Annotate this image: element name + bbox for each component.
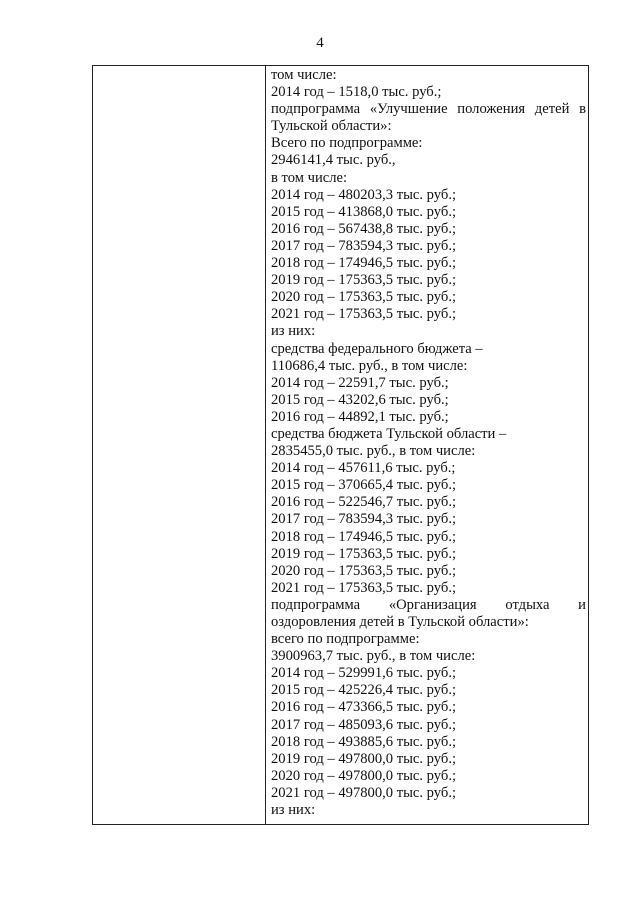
table-line: 2835455,0 тыс. руб., в том числе: — [271, 443, 476, 460]
table-line: 2017 год – 485093,6 тыс. руб.; — [271, 716, 457, 733]
table-line: 2014 год – 457611,6 тыс. руб.; — [271, 460, 456, 477]
table-line: 2016 год – 522546,7 тыс. руб.; — [271, 494, 457, 511]
table-line: подпрограмма «Улучшение положения детей в — [271, 101, 586, 118]
table-right-cell — [266, 66, 588, 824]
table-line: средства федерального бюджета – — [271, 340, 483, 357]
table-line: 2021 год – 497800,0 тыс. руб.; — [271, 784, 457, 801]
table-line: 3900963,7 тыс. руб., в том числе: — [271, 648, 476, 665]
table-left-cell — [93, 66, 266, 824]
page-number: 4 — [316, 35, 324, 51]
table-line: оздоровления детей в Тульской области»: — [271, 614, 529, 630]
table-line: 2016 год – 567438,8 тыс. руб.; — [271, 220, 457, 237]
table-line: 2017 год – 783594,3 тыс. руб.; — [271, 511, 457, 528]
table-line: 2021 год – 175363,5 тыс. руб.; — [271, 579, 457, 596]
table-line: 2014 год – 480203,3 тыс. руб.; — [271, 186, 457, 203]
table-line: подпрограмма «Организация отдыха и — [271, 596, 586, 613]
table-line: 2018 год – 174946,5 тыс. руб.; — [271, 255, 457, 272]
table-line: 2018 год – 493885,6 тыс. руб.; — [271, 733, 457, 750]
table-line: 2018 год – 174946,5 тыс. руб.; — [271, 528, 457, 545]
table-line: 2019 год – 175363,5 тыс. руб.; — [271, 272, 457, 289]
table-line: 2020 год – 175363,5 тыс. руб.; — [271, 562, 457, 579]
table-line: 2016 год – 473366,5 тыс. руб.; — [271, 699, 457, 716]
table-line: том числе: — [271, 67, 337, 83]
table-line: из них: — [271, 323, 316, 340]
table-line: Всего по подпрограмме: — [271, 135, 423, 152]
table-line: 2020 год – 175363,5 тыс. руб.; — [271, 289, 457, 306]
table-line: 2014 год – 1518,0 тыс. руб.; — [271, 84, 442, 101]
table-line: 2946141,4 тыс. руб., — [271, 152, 396, 169]
table-line: Тульской области»: — [271, 118, 392, 135]
table-line: 2021 год – 175363,5 тыс. руб.; — [271, 306, 457, 323]
table-line: 2015 год – 43202,6 тыс. руб.; — [271, 391, 449, 408]
table-line: 2016 год – 44892,1 тыс. руб.; — [271, 408, 449, 425]
table-line: 2015 год – 413868,0 тыс. руб.; — [271, 203, 457, 220]
table-line: 2015 год – 425226,4 тыс. руб.; — [271, 682, 457, 699]
table-line: всего по подпрограмме: — [271, 631, 420, 648]
funding-table — [92, 65, 589, 825]
table-line: средства бюджета Тульской области – — [271, 425, 507, 442]
table-line: 2014 год – 529991,6 тыс. руб.; — [271, 665, 457, 682]
table-line: 2019 год – 497800,0 тыс. руб.; — [271, 750, 457, 767]
table-line: 2014 год – 22591,7 тыс. руб.; — [271, 374, 449, 391]
table-line: из них: — [271, 802, 316, 819]
table-line: 110686,4 тыс. руб., в том числе: — [271, 357, 468, 374]
table-line: 2015 год – 370665,4 тыс. руб.; — [271, 477, 457, 494]
table-line: 2019 год – 175363,5 тыс. руб.; — [271, 545, 457, 562]
table-line: 2020 год – 497800,0 тыс. руб.; — [271, 767, 457, 784]
table-line: 2017 год – 783594,3 тыс. руб.; — [271, 237, 457, 254]
table-line: в том числе: — [271, 169, 348, 186]
